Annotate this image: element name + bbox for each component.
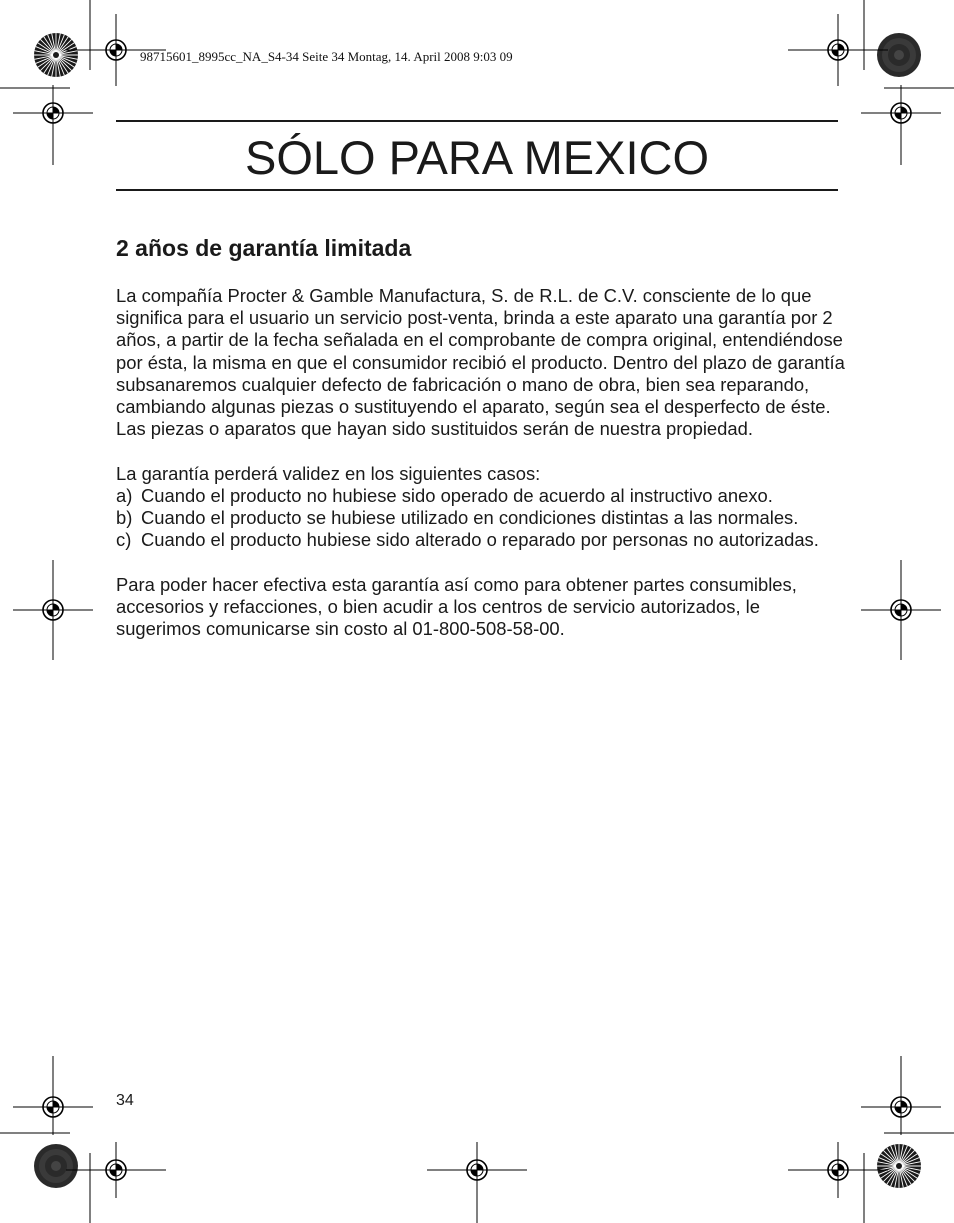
starburst-mark-icon: [877, 1144, 921, 1188]
list-item: [116, 485, 846, 507]
list-item-text: Cuando el producto se hubiese utilizado en condiciones distintas a las normales.: [141, 507, 799, 529]
section-heading: 2 años de garantía limitada: [116, 235, 412, 261]
list-item-text: Cuando el producto hubiese sido alterado o reparado por personas no autorizadas.: [141, 529, 819, 551]
contact-paragraph: Para poder hacer efectiva esta garantía así como para obtener partes consumibles, accesorios y refacciones, o bien acudir a los centros de servicio autorizados, le sugerimos comunicarse sin costo al 01-800-508-58-00.: [116, 573, 797, 640]
warranty-paragraph: La compañía Procter & Gamble Manufactura, S. de R.L. de C.V. consciente de lo que significa para el usuario un servicio post-venta, brinda a este aparato una garantía por 2 años, a partir de la fecha señalada en el comprobante de compra original, entendiéndose por ésta, la misma en que el consumidor recibió el producto. Dentro del plazo de garantía subsanaremos cualquier defecto de fabricación o mano de obra, bien sea reparando, cambiando algunas piezas o sustituyendo el aparato, según sea el desperfecto de éste. Las piezas o aparatos que hayan sido sustituidos serán de nuestra propiedad.: [116, 285, 845, 440]
starburst-mark-icon: [34, 1144, 78, 1188]
warranty-body: [116, 285, 846, 640]
starburst-mark-icon: [877, 33, 921, 77]
page-number: 34: [116, 1092, 134, 1109]
list-intro: La garantía perderá validez en los siguientes casos:: [116, 462, 541, 484]
list-item-label: b): [116, 507, 133, 529]
list-item-label: c): [116, 529, 132, 551]
list-item: [116, 529, 846, 551]
print-header: 98715601_8995cc_NA_S4-34 Seite 34 Montag, 14. April 2008 9:03 09: [140, 49, 513, 64]
list-item-label: a): [116, 484, 133, 506]
list-item-text: Cuando el producto no hubiese sido operado de acuerdo al instructivo anexo.: [141, 484, 773, 506]
title-top-rule: [116, 120, 838, 122]
title-bottom-rule: [116, 189, 838, 191]
page-title: SÓLO PARA MEXICO: [244, 131, 710, 184]
starburst-mark-icon: [34, 33, 78, 77]
list-item: [116, 507, 846, 529]
